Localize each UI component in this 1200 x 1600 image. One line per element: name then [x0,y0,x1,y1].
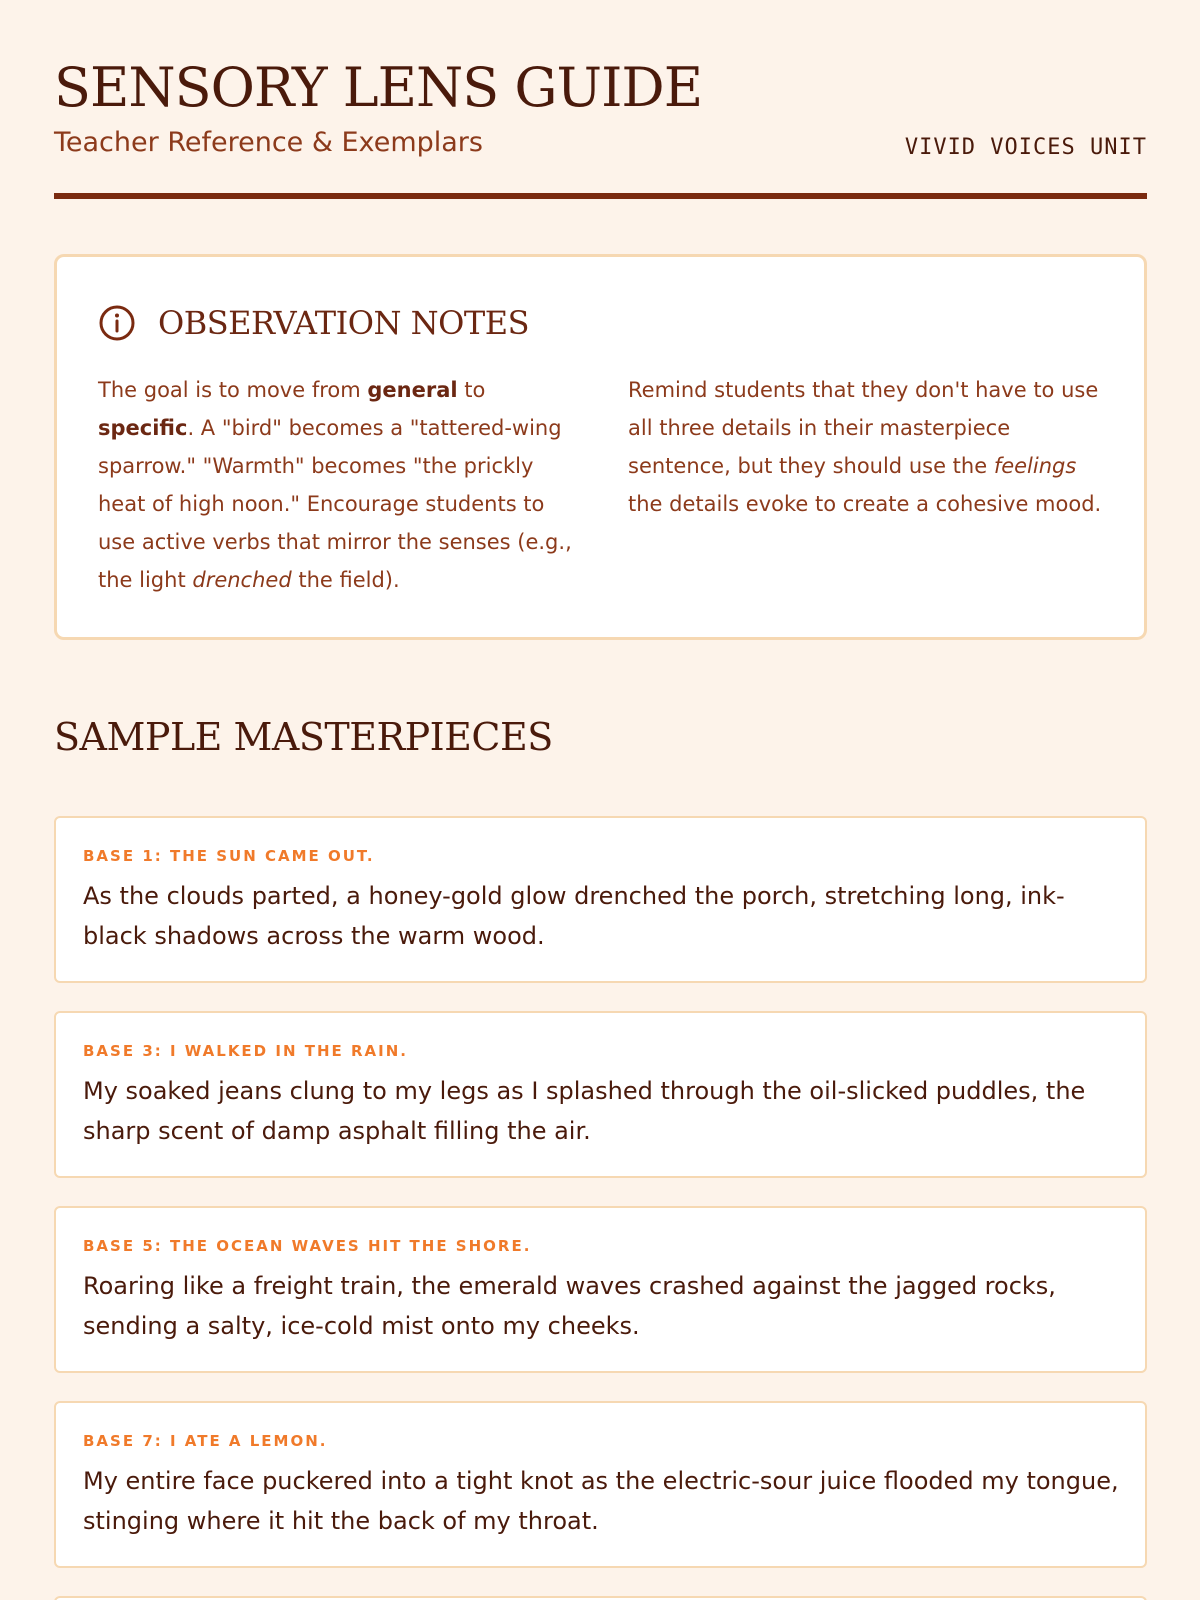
header [54,0,1147,200]
sample-sentence: As the clouds parted, a honey-gold glow drenched the porch, stretching long, ink-black shadows across the warm wood. [83,882,1065,950]
notes-text-segment: the field). [291,568,400,592]
sample-card [54,1011,1147,1178]
sample-sentence: My soaked jeans clung to my legs as I splashed through the oil-slicked puddles, the sharp scent of damp asphalt filling the air. [83,1077,1086,1145]
notes-text-segment: . A "bird" becomes a "tattered-wing sparrow." "Warmth" becomes "the prickly heat of high noon." Encourage students to use active verbs that mirror the senses (e.g., the light [98,416,572,592]
sample-base-label: BASE 5: THE OCEAN WAVES HIT THE SHORE. [83,1237,532,1255]
sample-sentence: Roaring like a freight train, the emerald waves crashed against the jagged rocks, sending a salty, ice-cold mist onto my cheeks. [83,1272,1056,1340]
sample-card-partial [54,1596,1147,1600]
unit-label: VIVID VOICES UNIT [904,135,1147,160]
notes-left-column [98,371,578,599]
page-subtitle: Teacher Reference & Exemplars [54,127,483,158]
sample-card [54,1206,1147,1373]
notes-header [98,303,529,343]
notes-text-segment: drenched [192,568,292,592]
sample-card [54,816,1147,983]
sample-sentence: My entire face puckered into a tight knot as the electric-sour juice flooded my tongue, stinging where it hit the back of my throat. [83,1467,1119,1535]
notes-text-segment: The goal is to move from [98,378,368,402]
notes-text-segment: to [457,378,486,402]
page-title: SENSORY LENS GUIDE [54,56,703,119]
notes-text-segment: general [367,378,458,402]
notes-right-column [628,371,1108,523]
info-icon [98,304,136,342]
sample-card [54,1401,1147,1568]
section-title: SAMPLE MASTERPIECES [54,715,553,759]
sample-base-label: BASE 7: I ATE A LEMON. [83,1432,328,1450]
notes-title: OBSERVATION NOTES [158,304,530,342]
notes-text-segment: feelings [993,454,1077,478]
page [54,0,1147,1600]
sample-base-label: BASE 1: THE SUN CAME OUT. [83,847,375,865]
notes-text-segment: the details evoke to create a cohesive mood. [628,492,1102,516]
sample-base-label: BASE 3: I WALKED IN THE RAIN. [83,1042,408,1060]
observation-notes-panel [54,254,1147,640]
notes-text-segment: specific [98,416,188,440]
header-divider [54,193,1147,199]
notes-text-segment: Remind students that they don't have to use all three details in their masterpiece sentence, but they should use the [628,378,1099,478]
